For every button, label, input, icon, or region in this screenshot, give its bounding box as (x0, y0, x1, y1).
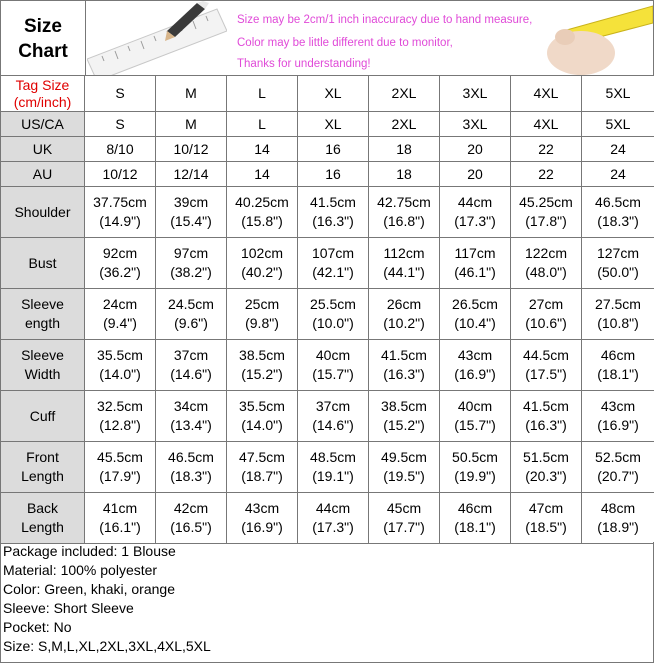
table-row-uk (1, 137, 654, 162)
size-cell (227, 76, 298, 112)
measure-cell (582, 391, 654, 442)
measure-cell-line-0: 25cm (244, 296, 280, 312)
table-cell (298, 112, 369, 137)
measure-cell-line-1: (17.9") (99, 468, 141, 484)
measure-cell-line-1: (10.8") (597, 315, 639, 331)
measure-cell-line-0: 48.5cm (310, 449, 356, 465)
measure-cell-line-0: 43cm (457, 347, 493, 363)
row-label (1, 289, 85, 340)
table-cell (511, 112, 582, 137)
table-cell (85, 112, 156, 137)
table-cell-line-0: 8/10 (106, 140, 134, 157)
measure-cell-line-0: 127cm (596, 245, 640, 261)
measure-cell-line-0: 35.5cm (97, 347, 143, 363)
info-sleeve: Sleeve: Short Sleeve (3, 600, 134, 616)
measure-cell-line-0: 51.5cm (523, 449, 569, 465)
table-cell (156, 112, 227, 137)
table-cell-line-0: 2XL (391, 115, 417, 132)
table-cell (227, 137, 298, 162)
measure-cell-line-0: 43cm (600, 398, 636, 414)
row-label (1, 162, 85, 187)
measure-cell (156, 493, 227, 544)
row-label-text-0: US/CA (21, 115, 64, 132)
measure-cell (85, 493, 156, 544)
measure-cell (582, 442, 654, 493)
info-color: Color: Green, khaki, orange (3, 581, 175, 597)
measure-cell-line-0: 42cm (173, 500, 209, 516)
table-cell (85, 162, 156, 187)
measure-cell (511, 289, 582, 340)
info-pocket: Pocket: No (3, 619, 72, 635)
measure-cell (369, 289, 440, 340)
measure-cell-line-0: 97cm (173, 245, 209, 261)
measure-cell (227, 238, 298, 289)
table-cell-line-0: 10/12 (102, 165, 138, 182)
table-cell (227, 162, 298, 187)
size-cell (440, 76, 511, 112)
measure-cell-line-1: (16.3") (525, 417, 567, 433)
row-label-text-0: Back (26, 500, 59, 516)
measure-cell-line-1: (9.4") (103, 315, 137, 331)
row-label-text-1: Length (21, 468, 64, 484)
table-row-measure (1, 391, 654, 442)
title-line-2: Chart (18, 40, 68, 62)
measure-cell (582, 187, 654, 238)
measure-cell-line-0: 48cm (600, 500, 636, 516)
table-cell (156, 137, 227, 162)
measure-cell-line-1: (15.7") (454, 417, 496, 433)
measure-cell (440, 391, 511, 442)
measure-cell-line-1: (40.2") (241, 264, 283, 280)
measure-cell-line-0: 25.5cm (310, 296, 356, 312)
table-row-usca (1, 112, 654, 137)
measure-cell (298, 493, 369, 544)
row-label-tag-size (1, 76, 85, 112)
measure-cell-line-0: 102cm (240, 245, 284, 261)
size-cell (156, 76, 227, 112)
size-cell (511, 76, 582, 112)
row-label (1, 493, 85, 544)
measure-cell-line-0: 117cm (454, 245, 496, 261)
note-thanks: Thanks for understanding! (237, 58, 371, 70)
row-label-text-0: UK (32, 140, 53, 157)
measure-cell-line-0: 44cm (457, 194, 493, 210)
measure-cell-line-0: 27.5cm (595, 296, 641, 312)
measure-cell-line-0: 92cm (102, 245, 138, 261)
table-cell-line-0: 22 (538, 140, 554, 157)
measure-cell-line-1: (19.5") (383, 468, 425, 484)
size-cell (369, 76, 440, 112)
measure-cell-line-1: (9.6") (174, 315, 208, 331)
measure-cell-line-1: (16.3") (312, 213, 354, 229)
row-label (1, 187, 85, 238)
table-cell-line-0: 16 (325, 140, 341, 157)
measure-cell-line-1: (15.8") (241, 213, 283, 229)
measure-cell-line-0: 26.5cm (452, 296, 498, 312)
table-cell (369, 112, 440, 137)
measure-cell (582, 289, 654, 340)
measure-cell-line-0: 41.5cm (381, 347, 427, 363)
measure-cell-line-1: (38.2") (170, 264, 212, 280)
measure-cell-line-1: (50.0") (597, 264, 639, 280)
measure-cell (298, 340, 369, 391)
measure-cell-line-0: 42.75cm (377, 194, 431, 210)
measure-cell (298, 391, 369, 442)
table-cell (298, 137, 369, 162)
row-label-tag-size-text-0: Tag Size (cm/inch) (13, 76, 72, 110)
measure-cell-line-0: 40.25cm (235, 194, 289, 210)
measure-cell (440, 187, 511, 238)
measure-cell-line-1: (18.9") (597, 519, 639, 535)
measure-cell-line-0: 107cm (311, 245, 355, 261)
measure-cell (511, 187, 582, 238)
table-cell (582, 137, 654, 162)
table-cell-line-0: 14 (254, 140, 270, 157)
measure-cell (369, 391, 440, 442)
table-cell (156, 162, 227, 187)
size-cell-line-0: 5XL (605, 85, 631, 101)
info-package: Package included: 1 Blouse (3, 543, 176, 559)
measure-cell-line-1: (15.2") (241, 366, 283, 382)
row-label (1, 238, 85, 289)
measure-cell (227, 187, 298, 238)
measure-cell-line-1: (18.1") (454, 519, 496, 535)
measure-cell-line-0: 35.5cm (239, 398, 285, 414)
measure-cell (582, 238, 654, 289)
measure-cell (511, 238, 582, 289)
measure-cell-line-1: (18.7") (241, 468, 283, 484)
measure-cell-line-0: 37cm (173, 347, 209, 363)
measure-cell (85, 238, 156, 289)
measure-cell-line-1: (14.6") (312, 417, 354, 433)
measure-cell (298, 442, 369, 493)
table-cell-line-0: 14 (254, 165, 270, 182)
row-label (1, 112, 85, 137)
measure-cell-line-1: (16.3") (383, 366, 425, 382)
note-hand-measure: Size may be 2cm/1 inch inaccuracy due to hand measure, (237, 14, 533, 26)
row-label-text-0: Shoulder (14, 203, 71, 220)
measure-cell-line-0: 45cm (386, 500, 422, 516)
table-cell-line-0: 5XL (605, 115, 631, 132)
measure-cell-line-1: (15.7") (312, 366, 354, 382)
measure-cell-line-0: 38.5cm (381, 398, 427, 414)
measure-cell-line-1: (12.8") (99, 417, 141, 433)
size-cell-line-0: S (115, 85, 125, 101)
row-label (1, 391, 85, 442)
measure-cell-line-1: (16.5") (170, 519, 212, 535)
measure-cell-line-1: (36.2") (99, 264, 141, 280)
measure-cell-line-0: 46cm (457, 500, 493, 516)
measure-cell-line-1: (17.8") (525, 213, 567, 229)
measure-cell (582, 340, 654, 391)
measure-cell (298, 238, 369, 289)
measure-cell-line-1: (42.1") (312, 264, 354, 280)
size-chart-title (1, 1, 86, 76)
row-label (1, 340, 85, 391)
measure-cell-line-1: (17.3") (312, 519, 354, 535)
table-cell-line-0: M (185, 115, 197, 132)
measure-cell (227, 289, 298, 340)
table-cell (227, 112, 298, 137)
table-cell-line-0: 10/12 (173, 140, 209, 157)
measure-cell (156, 187, 227, 238)
size-cell-line-0: M (185, 85, 197, 101)
measure-cell (156, 442, 227, 493)
measure-cell-line-1: (16.9") (241, 519, 283, 535)
measure-cell (369, 340, 440, 391)
table-cell-line-0: 16 (325, 165, 341, 182)
table-cell (582, 162, 654, 187)
measure-cell (156, 289, 227, 340)
table-row-measure (1, 238, 654, 289)
table-cell-line-0: 18 (396, 165, 412, 182)
measure-cell-line-1: (15.4") (170, 213, 212, 229)
table-cell-line-0: 20 (467, 140, 483, 157)
table-row-measure (1, 493, 654, 544)
measure-cell-line-1: (9.8") (245, 315, 279, 331)
table-cell-line-0: XL (324, 115, 342, 132)
table-cell-line-0: L (258, 115, 266, 132)
measure-cell-line-0: 41cm (102, 500, 138, 516)
measure-cell-line-0: 46.5cm (168, 449, 214, 465)
measure-cell-line-1: (20.3") (525, 468, 567, 484)
table-cell-line-0: 18 (396, 140, 412, 157)
measuring-tape-icon (503, 1, 653, 76)
table-row-measure (1, 442, 654, 493)
measure-cell (369, 493, 440, 544)
measure-cell-line-0: 46cm (600, 347, 636, 363)
table-cell-line-0: 12/14 (173, 165, 209, 182)
measure-cell-line-1: (14.6") (170, 366, 212, 382)
measure-cell-line-1: (16.8") (383, 213, 425, 229)
measure-cell-line-1: (16.1") (99, 519, 141, 535)
row-label (1, 442, 85, 493)
measure-cell-line-0: 44.5cm (523, 347, 569, 363)
measure-cell-line-0: 45.25cm (519, 194, 573, 210)
measure-cell-line-0: 27cm (528, 296, 564, 312)
banner (0, 0, 654, 76)
measure-cell-line-0: 41.5cm (310, 194, 356, 210)
table-cell (369, 162, 440, 187)
size-cell-line-0: 4XL (533, 85, 559, 101)
measure-cell-line-0: 122cm (524, 245, 568, 261)
title-line-1: Size (23, 15, 63, 37)
measure-cell (156, 238, 227, 289)
measure-cell-line-0: 40cm (315, 347, 351, 363)
table-cell-line-0: 3XL (462, 115, 488, 132)
pencil-icon (157, 1, 217, 41)
measure-cell-line-0: 39cm (173, 194, 209, 210)
row-label-text-0: AU (32, 165, 53, 182)
measure-cell-line-1: (20.7") (597, 468, 639, 484)
row-label-text-0: Front (26, 449, 59, 465)
note-color-monitor: Color may be little different due to monitor, (237, 37, 453, 49)
measure-cell-line-1: (44.1") (383, 264, 425, 280)
size-cell-line-0: 3XL (462, 85, 488, 101)
measure-cell-line-0: 49.5cm (381, 449, 427, 465)
measure-cell-line-1: (14.9") (99, 213, 141, 229)
measure-cell (440, 289, 511, 340)
table-cell (369, 137, 440, 162)
measure-cell-line-1: (16.9") (597, 417, 639, 433)
measure-cell (85, 442, 156, 493)
measure-cell-line-0: 43cm (244, 500, 280, 516)
measure-cell-line-0: 112cm (383, 245, 425, 261)
measure-cell-line-1: (48.0") (525, 264, 567, 280)
measure-cell-line-1: (18.3") (597, 213, 639, 229)
measure-cell-line-1: (10.2") (383, 315, 425, 331)
table-cell (511, 162, 582, 187)
measure-cell-line-1: (18.5") (525, 519, 567, 535)
row-label-text-1: ength (24, 315, 61, 331)
table-cell (85, 137, 156, 162)
table-row-measure (1, 187, 654, 238)
measure-cell (511, 442, 582, 493)
table-row-measure (1, 289, 654, 340)
size-cell (85, 76, 156, 112)
info-size: Size: S,M,L,XL,2XL,3XL,4XL,5XL (3, 638, 211, 654)
table-cell-line-0: 4XL (533, 115, 559, 132)
measure-cell-line-1: (16.9") (454, 366, 496, 382)
size-cell-line-0: L (258, 85, 266, 101)
measure-cell-line-0: 24cm (102, 296, 138, 312)
measure-cell-line-1: (17.5") (525, 366, 567, 382)
measure-cell-line-1: (14.0") (241, 417, 283, 433)
measure-cell-line-0: 37cm (315, 398, 351, 414)
measure-cell (85, 187, 156, 238)
row-label (1, 137, 85, 162)
table-cell-line-0: 20 (467, 165, 483, 182)
measure-cell-line-1: (10.6") (525, 315, 567, 331)
measure-cell (440, 493, 511, 544)
measure-cell (227, 391, 298, 442)
product-info (0, 542, 654, 663)
measure-cell-line-1: (18.1") (597, 366, 639, 382)
measure-cell-line-1: (19.9") (454, 468, 496, 484)
table-row-measure (1, 340, 654, 391)
measure-cell-line-0: 45.5cm (97, 449, 143, 465)
table-cell (440, 162, 511, 187)
measure-cell-line-0: 46.5cm (595, 194, 641, 210)
measure-cell-line-0: 38.5cm (239, 347, 285, 363)
table-cell (298, 162, 369, 187)
measure-cell-line-0: 41.5cm (523, 398, 569, 414)
measure-cell (511, 340, 582, 391)
row-label-text-0: Sleeve (21, 347, 64, 363)
measure-cell-line-0: 40cm (457, 398, 493, 414)
measure-cell-line-0: 47cm (528, 500, 564, 516)
measure-cell (440, 340, 511, 391)
measure-cell-line-0: 32.5cm (97, 398, 143, 414)
size-cell (582, 76, 654, 112)
measure-cell-line-1: (17.7") (383, 519, 425, 535)
row-label-text-1: Length (21, 519, 64, 535)
measure-cell (227, 493, 298, 544)
measure-cell-line-0: 34cm (173, 398, 209, 414)
measure-cell-line-1: (15.2") (383, 417, 425, 433)
table-cell-line-0: 22 (538, 165, 554, 182)
size-table (0, 75, 654, 544)
measure-cell (511, 493, 582, 544)
measure-cell-line-0: 50.5cm (452, 449, 498, 465)
measure-cell (227, 340, 298, 391)
measure-cell (298, 289, 369, 340)
measure-cell (85, 391, 156, 442)
measure-cell-line-1: (18.3") (170, 468, 212, 484)
measure-cell-line-1: (13.4") (170, 417, 212, 433)
measure-cell (227, 442, 298, 493)
measure-cell-line-0: 37.75cm (93, 194, 147, 210)
measure-cell (369, 187, 440, 238)
size-cell-line-0: XL (324, 85, 342, 101)
measure-cell-line-0: 24.5cm (168, 296, 214, 312)
measure-cell (369, 442, 440, 493)
row-label-text-0: Sleeve (21, 296, 64, 312)
measure-cell-line-1: (17.3") (454, 213, 496, 229)
measure-cell-line-1: (10.0") (312, 315, 354, 331)
measure-cell (156, 340, 227, 391)
size-cell-line-0: 2XL (391, 85, 417, 101)
table-cell (582, 112, 654, 137)
measure-cell (511, 391, 582, 442)
info-material: Material: 100% polyester (3, 562, 158, 578)
measure-cell (85, 340, 156, 391)
measure-cell-line-0: 47.5cm (239, 449, 285, 465)
measure-cell (85, 289, 156, 340)
table-cell-line-0: 24 (610, 140, 626, 157)
measure-cell (369, 238, 440, 289)
measure-cell-line-0: 44cm (315, 500, 351, 516)
banner-art (87, 1, 653, 76)
measure-cell (440, 442, 511, 493)
table-row-au (1, 162, 654, 187)
row-label-text-0: Bust (28, 254, 57, 271)
table-cell-line-0: S (115, 115, 125, 132)
measure-cell (582, 493, 654, 544)
row-label-text-0: Cuff (29, 407, 56, 424)
table-cell (511, 137, 582, 162)
table-cell-line-0: 24 (610, 165, 626, 182)
row-label-text-1: Width (24, 366, 61, 382)
measure-cell (298, 187, 369, 238)
measure-cell (156, 391, 227, 442)
table-cell (440, 137, 511, 162)
measure-cell-line-1: (10.4") (454, 315, 496, 331)
measure-cell (440, 238, 511, 289)
measure-cell-line-1: (19.1") (312, 468, 354, 484)
measure-cell-line-1: (46.1") (454, 264, 496, 280)
measure-cell-line-1: (14.0") (99, 366, 141, 382)
size-cell (298, 76, 369, 112)
table-row-tag-size (1, 76, 654, 112)
measure-cell-line-0: 26cm (386, 296, 422, 312)
table-cell (440, 112, 511, 137)
measure-cell-line-0: 52.5cm (595, 449, 641, 465)
